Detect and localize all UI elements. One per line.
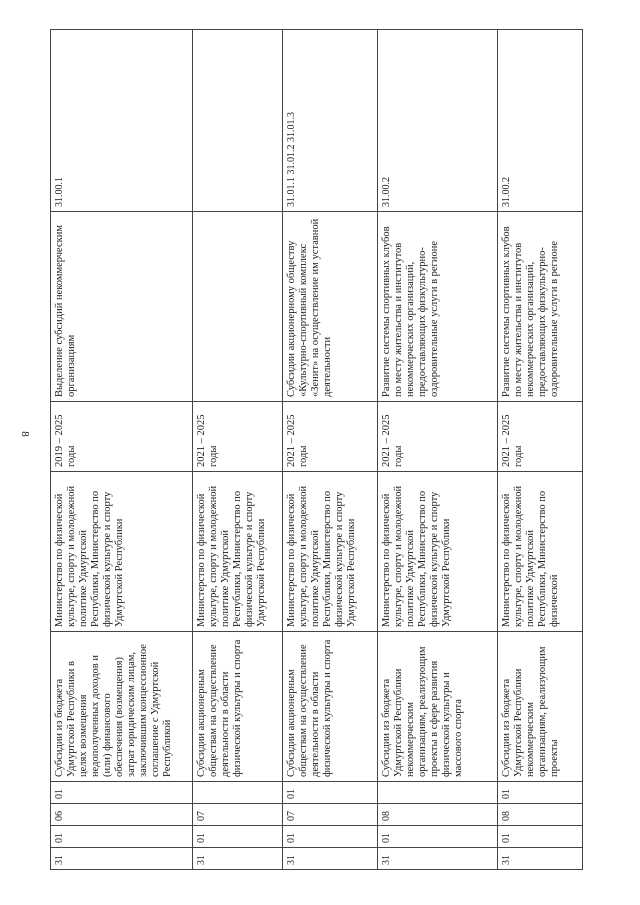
indicator-code-cell: 31.00.1 [51,30,193,212]
code-program-cell: 31 [193,848,283,870]
period-cell: 2019 – 2025 годы [51,402,193,472]
code-subprogram-cell: 01 [498,826,583,848]
code-program-cell: 31 [51,848,193,870]
code-event-cell: 07 [193,804,283,826]
table-row [498,30,583,870]
code-event-cell: 08 [378,804,498,826]
executor-cell: Министерство по физической культуре, спорту и молодежной политике Удмуртской Республики, Министерство по физической культуре и спорту Удмуртской Республики [378,472,498,632]
event-name-cell: Субсидии из бюджета Удмуртской Республики некоммерческим организациям, реализующим проекты [498,632,583,782]
code-program-cell: 31 [498,848,583,870]
code-subprogram-cell: 01 [193,826,283,848]
executor-cell: Министерство по физической культуре, спорту и молодежной политике Удмуртской Республики, Министерство по физической [498,472,583,632]
code-subprogram-cell: 01 [283,826,378,848]
executor-cell: Министерство по физической культуре, спорту и молодежной политике Удмуртской Республики, Министерство по физической культуре и спорту Удмуртской Республики [193,472,283,632]
description-cell [193,212,283,402]
code-event-cell: 08 [498,804,583,826]
code-subprogram-cell: 01 [51,826,193,848]
code-subevent-cell: 01 [283,782,378,804]
rotated-table [50,30,605,870]
table-row [378,30,498,870]
event-name-cell: Субсидии из бюджета Удмуртской Республики в целях возмещения недополученных доходов и (или) финансового обеспечения (возмещения) затрат юридическим лицам, заключившим концессионное соглашение с Удмуртской Республикой [51,632,193,782]
description-cell: Выделение субсидий некоммерческим организациям [51,212,193,402]
description-cell: Субсидии акционерному обществу «Культурно-спортивный комплекс «Зенит» на осуществление им уставной деятельности [283,212,378,402]
event-name-cell: Субсидии из бюджета Удмуртской Республики некоммерческим организациям, реализующим проекты в сфере развития физической культуры и массового спорта [378,632,498,782]
code-subprogram-cell: 01 [378,826,498,848]
code-program-cell: 31 [283,848,378,870]
code-subevent-cell [378,782,498,804]
code-subevent-cell: 01 [498,782,583,804]
description-cell: Развитие системы спортивных клубов по месту жительства и институтов некоммерческих организаций, предоставляющих физкультурно-оздоровительные услуги в регионе [498,212,583,402]
event-name-cell: Субсидии акционерным обществам на осуществление деятельности в области физической культуры и спорта [283,632,378,782]
description-cell: Развитие системы спортивных клубов по месту жительства и институтов некоммерческих организаций, предоставляющих физкультурно-оздоровительные услуги в регионе [378,212,498,402]
code-event-cell: 06 [51,804,193,826]
period-cell: 2021 – 2025 годы [193,402,283,472]
program-table-wrapper [50,30,605,870]
table-row [193,30,283,870]
page-number: 8 [18,431,31,437]
period-cell: 2021 – 2025 годы [283,402,378,472]
executor-cell: Министерство по физической культуре, спорту и молодежной политике Удмуртской Республики, Министерство по физической культуре и спорту Удмуртской Республики [51,472,193,632]
table-row [283,30,378,870]
executor-cell: Министерство по физической культуре, спорту и молодежной политике Удмуртской Республики, Министерство по физической культуре и спорту Удмуртской Республики [283,472,378,632]
indicator-code-cell: 31.01.1 31.01.2 31.01.3 [283,30,378,212]
table-row [51,30,193,870]
period-cell: 2021 – 2025 годы [378,402,498,472]
indicator-code-cell: 31.00.2 [378,30,498,212]
period-cell: 2021 – 2025 годы [498,402,583,472]
code-subevent-cell [193,782,283,804]
code-event-cell: 07 [283,804,378,826]
program-table [50,29,583,870]
code-program-cell: 31 [378,848,498,870]
indicator-code-cell [193,30,283,212]
indicator-code-cell: 31.00.2 [498,30,583,212]
code-subevent-cell: 01 [51,782,193,804]
event-name-cell: Субсидии акционерным обществам на осуществление деятельности в области физической культуры и спорта [193,632,283,782]
